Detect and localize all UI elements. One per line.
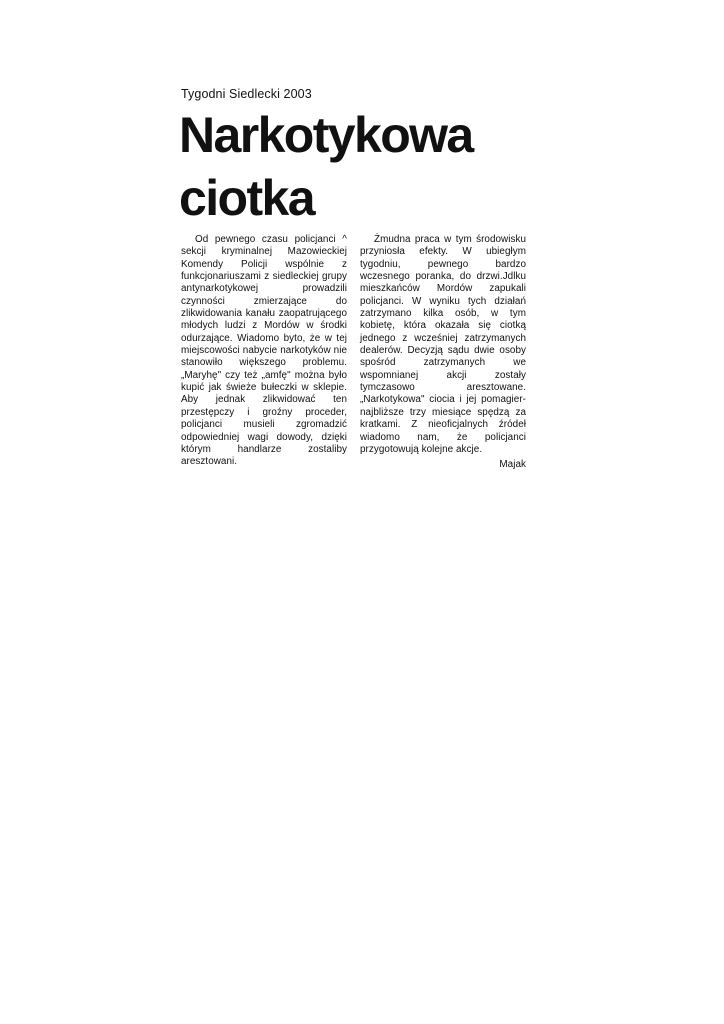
column-left [181, 234, 347, 472]
headline-line-1: Narkotykowa [179, 107, 473, 163]
column-right [360, 234, 526, 472]
article [179, 86, 526, 471]
paragraph-1: Od pewnego czasu policjanci ^ sekcji kryminalnej Mazowieckiej Komendy Policji wspólnie z funkcjonariuszami z siedleckiej grupy antynarkotykowej prowadzili czynności zmierzające do zlikwidowania kanału zaopatrującego młodych ludzi z Mordów w środki odurzające. Wiadomo byto, że w tej miejscowości nabycie narkotyków nie stanowiło większego problemu. „Maryhę" czy też „amfę" można było kupić jak świeże bułeczki w sklepie. Aby jednak zlikwidować ten przestępczy i groźny proceder, policjanci musieli zgromadzić odpowiedniej wagi dowody, dzięki którym handlarze zostaliby aresztowani. [181, 234, 347, 468]
headline-line-2: ciotka [179, 170, 314, 226]
source-line: Tygodni Siedlecki 2003 [181, 87, 312, 101]
headline [179, 104, 526, 230]
paragraph-2: Żmudna praca w tym środowisku przyniosła efekty. W ubiegłym tygodniu, pewnego bardzo wczesnego poranka, do drzwi.Jdlku mieszkańców Mordów zapukali policjanci. W wyniku tych działań zatrzymano kilka osób, w tym kobietę, która okazała się ciotką jednego z wcześniej zatrzymanych dealerów. Decyzją sądu dwie osoby spośród zatrzymanych we wspomnianej akcji zostały tymczasowo aresztowane. „Narkotykowa" ciocia i jej pomagier-najbliższe trzy miesiące spędzą za kratkami. Z nieoficjalnych źródeł wiadomo nam, że policjanci przygotowują kolejne akcje. [360, 234, 526, 455]
article-columns [181, 234, 526, 472]
author-signature: Majak [499, 459, 526, 471]
